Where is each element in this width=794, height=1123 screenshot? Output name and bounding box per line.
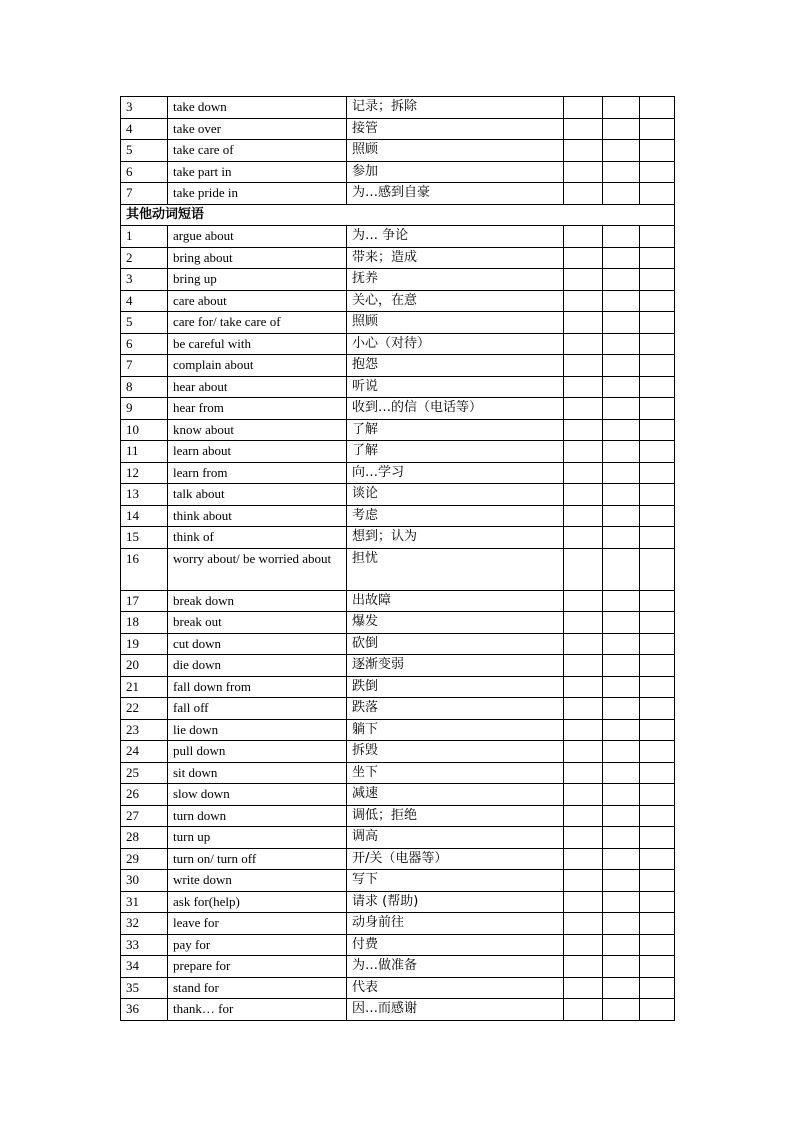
phrase-cell: sit down <box>168 762 347 784</box>
phrase-cell: know about <box>168 419 347 441</box>
check-cell-3[interactable] <box>640 805 675 827</box>
check-cell-2[interactable] <box>603 870 640 892</box>
table-row <box>121 655 675 677</box>
table-row <box>121 805 675 827</box>
table-row <box>121 161 675 183</box>
table-row <box>121 956 675 978</box>
check-cell-2[interactable] <box>603 290 640 312</box>
phrase-cell: take down <box>168 97 347 119</box>
check-cell-1[interactable] <box>564 290 603 312</box>
check-cell-3[interactable] <box>640 698 675 720</box>
meaning-cell: 了解 <box>347 441 564 463</box>
check-cell-3[interactable] <box>640 398 675 420</box>
check-cell-3[interactable] <box>640 527 675 549</box>
check-cell-2[interactable] <box>603 226 640 248</box>
phrase-cell: take pride in <box>168 183 347 205</box>
phrase-cell: lie down <box>168 719 347 741</box>
check-cell-3[interactable] <box>640 956 675 978</box>
check-cell-2[interactable] <box>603 999 640 1021</box>
row-number: 3 <box>121 269 168 291</box>
check-cell-2[interactable] <box>603 590 640 612</box>
phrase-cell: slow down <box>168 784 347 806</box>
phrase-cell: bring about <box>168 247 347 269</box>
phrase-cell: think about <box>168 505 347 527</box>
meaning-cell: 爆发 <box>347 612 564 634</box>
check-cell-3[interactable] <box>640 548 675 590</box>
check-cell-1[interactable] <box>564 590 603 612</box>
check-cell-3[interactable] <box>640 290 675 312</box>
check-cell-3[interactable] <box>640 161 675 183</box>
meaning-cell: 关心，在意 <box>347 290 564 312</box>
row-number: 13 <box>121 484 168 506</box>
check-cell-1[interactable] <box>564 462 603 484</box>
check-cell-2[interactable] <box>603 97 640 119</box>
table-row <box>121 419 675 441</box>
check-cell-1[interactable] <box>564 784 603 806</box>
meaning-cell: 调高 <box>347 827 564 849</box>
check-cell-2[interactable] <box>603 655 640 677</box>
table-row <box>121 977 675 999</box>
meaning-cell: 砍倒 <box>347 633 564 655</box>
phrase-cell: turn down <box>168 805 347 827</box>
check-cell-1[interactable] <box>564 118 603 140</box>
table-row <box>121 140 675 162</box>
check-cell-2[interactable] <box>603 891 640 913</box>
check-cell-1[interactable] <box>564 247 603 269</box>
row-number: 36 <box>121 999 168 1021</box>
check-cell-2[interactable] <box>603 548 640 590</box>
check-cell-1[interactable] <box>564 226 603 248</box>
row-number: 16 <box>121 548 168 590</box>
row-number: 23 <box>121 719 168 741</box>
check-cell-3[interactable] <box>640 870 675 892</box>
check-cell-1[interactable] <box>564 612 603 634</box>
table-row <box>121 741 675 763</box>
check-cell-2[interactable] <box>603 956 640 978</box>
meaning-cell: 动身前往 <box>347 913 564 935</box>
phrase-cell: learn about <box>168 441 347 463</box>
table-row <box>121 590 675 612</box>
check-cell-1[interactable] <box>564 805 603 827</box>
meaning-cell: 跌倒 <box>347 676 564 698</box>
row-number: 20 <box>121 655 168 677</box>
phrase-cell: write down <box>168 870 347 892</box>
table-row <box>121 891 675 913</box>
check-cell-2[interactable] <box>603 741 640 763</box>
check-cell-1[interactable] <box>564 676 603 698</box>
row-number: 5 <box>121 312 168 334</box>
check-cell-1[interactable] <box>564 527 603 549</box>
check-cell-1[interactable] <box>564 376 603 398</box>
meaning-cell: 开/关（电器等） <box>347 848 564 870</box>
check-cell-2[interactable] <box>603 612 640 634</box>
phrase-cell: turn on/ turn off <box>168 848 347 870</box>
check-cell-3[interactable] <box>640 934 675 956</box>
check-cell-3[interactable] <box>640 118 675 140</box>
phrase-cell: take over <box>168 118 347 140</box>
check-cell-2[interactable] <box>603 977 640 999</box>
check-cell-1[interactable] <box>564 398 603 420</box>
check-cell-2[interactable] <box>603 269 640 291</box>
meaning-cell: 逐渐变弱 <box>347 655 564 677</box>
meaning-cell: 想到；认为 <box>347 527 564 549</box>
check-cell-3[interactable] <box>640 827 675 849</box>
meaning-cell: 出故障 <box>347 590 564 612</box>
check-cell-3[interactable] <box>640 312 675 334</box>
check-cell-1[interactable] <box>564 505 603 527</box>
phrase-cell: learn from <box>168 462 347 484</box>
phrase-cell: complain about <box>168 355 347 377</box>
check-cell-3[interactable] <box>640 655 675 677</box>
check-cell-1[interactable] <box>564 956 603 978</box>
row-number: 31 <box>121 891 168 913</box>
check-cell-2[interactable] <box>603 376 640 398</box>
check-cell-3[interactable] <box>640 97 675 119</box>
meaning-cell: 接管 <box>347 118 564 140</box>
phrase-cell: break out <box>168 612 347 634</box>
check-cell-2[interactable] <box>603 848 640 870</box>
row-number: 32 <box>121 913 168 935</box>
check-cell-1[interactable] <box>564 999 603 1021</box>
row-number: 1 <box>121 226 168 248</box>
table-row <box>121 719 675 741</box>
table-row <box>121 934 675 956</box>
check-cell-3[interactable] <box>640 269 675 291</box>
check-cell-1[interactable] <box>564 183 603 205</box>
check-cell-2[interactable] <box>603 934 640 956</box>
table-row <box>121 441 675 463</box>
table-row <box>121 870 675 892</box>
row-number: 4 <box>121 118 168 140</box>
row-number: 24 <box>121 741 168 763</box>
meaning-cell: 谈论 <box>347 484 564 506</box>
table-row <box>121 290 675 312</box>
table-row <box>121 784 675 806</box>
meaning-cell: 参加 <box>347 161 564 183</box>
row-number: 7 <box>121 355 168 377</box>
phrase-cell: break down <box>168 590 347 612</box>
table-row <box>121 333 675 355</box>
meaning-cell: 照顾 <box>347 312 564 334</box>
check-cell-3[interactable] <box>640 977 675 999</box>
table-row <box>121 226 675 248</box>
table-row <box>121 505 675 527</box>
meaning-cell: 照顾 <box>347 140 564 162</box>
meaning-cell: 写下 <box>347 870 564 892</box>
check-cell-2[interactable] <box>603 784 640 806</box>
check-cell-1[interactable] <box>564 269 603 291</box>
check-cell-2[interactable] <box>603 633 640 655</box>
check-cell-3[interactable] <box>640 891 675 913</box>
row-number: 26 <box>121 784 168 806</box>
check-cell-1[interactable] <box>564 913 603 935</box>
phrase-cell: hear from <box>168 398 347 420</box>
row-number: 19 <box>121 633 168 655</box>
check-cell-2[interactable] <box>603 527 640 549</box>
meaning-cell: 坐下 <box>347 762 564 784</box>
table-row <box>121 848 675 870</box>
check-cell-3[interactable] <box>640 590 675 612</box>
vocabulary-table-top-rows <box>121 97 675 205</box>
section-title: 其他动词短语 <box>121 204 675 226</box>
section-header-group <box>121 204 675 226</box>
meaning-cell: 了解 <box>347 419 564 441</box>
check-cell-3[interactable] <box>640 484 675 506</box>
meaning-cell: 抱怨 <box>347 355 564 377</box>
check-cell-3[interactable] <box>640 140 675 162</box>
row-number: 17 <box>121 590 168 612</box>
table-row <box>121 676 675 698</box>
check-cell-2[interactable] <box>603 676 640 698</box>
row-number: 27 <box>121 805 168 827</box>
check-cell-1[interactable] <box>564 633 603 655</box>
row-number: 21 <box>121 676 168 698</box>
check-cell-1[interactable] <box>564 548 603 590</box>
phrase-cell: ask for(help) <box>168 891 347 913</box>
check-cell-1[interactable] <box>564 741 603 763</box>
check-cell-3[interactable] <box>640 676 675 698</box>
row-number: 35 <box>121 977 168 999</box>
meaning-cell: 代表 <box>347 977 564 999</box>
table-row <box>121 376 675 398</box>
check-cell-1[interactable] <box>564 870 603 892</box>
phrase-cell: turn up <box>168 827 347 849</box>
meaning-cell: 考虑 <box>347 505 564 527</box>
phrase-cell: bring up <box>168 269 347 291</box>
check-cell-1[interactable] <box>564 419 603 441</box>
row-number: 10 <box>121 419 168 441</box>
check-cell-1[interactable] <box>564 161 603 183</box>
table-row <box>121 462 675 484</box>
phrase-cell: fall off <box>168 698 347 720</box>
vocabulary-table <box>120 96 675 1021</box>
meaning-cell: 向…学习 <box>347 462 564 484</box>
check-cell-1[interactable] <box>564 698 603 720</box>
check-cell-3[interactable] <box>640 226 675 248</box>
table-row <box>121 548 675 590</box>
phrase-cell: hear about <box>168 376 347 398</box>
check-cell-3[interactable] <box>640 419 675 441</box>
check-cell-2[interactable] <box>603 140 640 162</box>
row-number: 28 <box>121 827 168 849</box>
check-cell-3[interactable] <box>640 333 675 355</box>
vocabulary-table-bottom-rows <box>121 226 675 1021</box>
row-number: 9 <box>121 398 168 420</box>
meaning-cell: 为…做准备 <box>347 956 564 978</box>
check-cell-3[interactable] <box>640 913 675 935</box>
phrase-cell: die down <box>168 655 347 677</box>
check-cell-1[interactable] <box>564 762 603 784</box>
check-cell-1[interactable] <box>564 97 603 119</box>
check-cell-2[interactable] <box>603 183 640 205</box>
meaning-cell: 跌落 <box>347 698 564 720</box>
phrase-cell: worry about/ be worried about <box>168 548 347 590</box>
check-cell-1[interactable] <box>564 977 603 999</box>
check-cell-1[interactable] <box>564 140 603 162</box>
phrase-cell: talk about <box>168 484 347 506</box>
check-cell-1[interactable] <box>564 719 603 741</box>
check-cell-1[interactable] <box>564 484 603 506</box>
meaning-cell: 担忧 <box>347 548 564 590</box>
table-row <box>121 762 675 784</box>
meaning-cell: 小心（对待） <box>347 333 564 355</box>
check-cell-3[interactable] <box>640 355 675 377</box>
row-number: 22 <box>121 698 168 720</box>
check-cell-3[interactable] <box>640 462 675 484</box>
table-row <box>121 633 675 655</box>
row-number: 18 <box>121 612 168 634</box>
check-cell-2[interactable] <box>603 719 640 741</box>
meaning-cell: 听说 <box>347 376 564 398</box>
check-cell-3[interactable] <box>640 719 675 741</box>
check-cell-2[interactable] <box>603 805 640 827</box>
meaning-cell: 请求 (帮助) <box>347 891 564 913</box>
check-cell-3[interactable] <box>640 376 675 398</box>
row-number: 33 <box>121 934 168 956</box>
phrase-cell: stand for <box>168 977 347 999</box>
check-cell-1[interactable] <box>564 848 603 870</box>
check-cell-3[interactable] <box>640 612 675 634</box>
row-number: 11 <box>121 441 168 463</box>
row-number: 29 <box>121 848 168 870</box>
check-cell-3[interactable] <box>640 183 675 205</box>
table-row <box>121 97 675 119</box>
check-cell-3[interactable] <box>640 247 675 269</box>
meaning-cell: 带来；造成 <box>347 247 564 269</box>
phrase-cell: prepare for <box>168 956 347 978</box>
table-row <box>121 913 675 935</box>
row-number: 25 <box>121 762 168 784</box>
check-cell-2[interactable] <box>603 484 640 506</box>
check-cell-2[interactable] <box>603 698 640 720</box>
row-number: 6 <box>121 161 168 183</box>
meaning-cell: 收到…的信（电话等） <box>347 398 564 420</box>
meaning-cell: 调低；拒绝 <box>347 805 564 827</box>
phrase-cell: fall down from <box>168 676 347 698</box>
row-number: 7 <box>121 183 168 205</box>
check-cell-3[interactable] <box>640 441 675 463</box>
row-number: 34 <box>121 956 168 978</box>
row-number: 8 <box>121 376 168 398</box>
meaning-cell: 因…而感谢 <box>347 999 564 1021</box>
table-row <box>121 698 675 720</box>
table-row <box>121 827 675 849</box>
check-cell-3[interactable] <box>640 633 675 655</box>
check-cell-2[interactable] <box>603 398 640 420</box>
check-cell-1[interactable] <box>564 355 603 377</box>
check-cell-2[interactable] <box>603 333 640 355</box>
check-cell-2[interactable] <box>603 419 640 441</box>
check-cell-2[interactable] <box>603 118 640 140</box>
meaning-cell: 抚养 <box>347 269 564 291</box>
table-row <box>121 999 675 1021</box>
document-page <box>120 96 674 1021</box>
check-cell-2[interactable] <box>603 247 640 269</box>
check-cell-3[interactable] <box>640 741 675 763</box>
table-row <box>121 398 675 420</box>
table-row <box>121 247 675 269</box>
phrase-cell: be careful with <box>168 333 347 355</box>
row-number: 4 <box>121 290 168 312</box>
table-row <box>121 312 675 334</box>
check-cell-1[interactable] <box>564 934 603 956</box>
check-cell-2[interactable] <box>603 441 640 463</box>
row-number: 14 <box>121 505 168 527</box>
check-cell-3[interactable] <box>640 784 675 806</box>
check-cell-1[interactable] <box>564 891 603 913</box>
phrase-cell: argue about <box>168 226 347 248</box>
check-cell-2[interactable] <box>603 762 640 784</box>
check-cell-3[interactable] <box>640 848 675 870</box>
table-row <box>121 355 675 377</box>
check-cell-3[interactable] <box>640 999 675 1021</box>
check-cell-2[interactable] <box>603 312 640 334</box>
check-cell-3[interactable] <box>640 505 675 527</box>
check-cell-1[interactable] <box>564 333 603 355</box>
check-cell-1[interactable] <box>564 312 603 334</box>
table-row <box>121 118 675 140</box>
row-number: 5 <box>121 140 168 162</box>
row-number: 15 <box>121 527 168 549</box>
check-cell-2[interactable] <box>603 505 640 527</box>
table-row <box>121 527 675 549</box>
check-cell-1[interactable] <box>564 441 603 463</box>
section-header-row <box>121 204 675 226</box>
table-row <box>121 612 675 634</box>
phrase-cell: take part in <box>168 161 347 183</box>
meaning-cell: 为…感到自豪 <box>347 183 564 205</box>
phrase-cell: leave for <box>168 913 347 935</box>
row-number: 12 <box>121 462 168 484</box>
phrase-cell: pay for <box>168 934 347 956</box>
check-cell-1[interactable] <box>564 655 603 677</box>
meaning-cell: 为… 争论 <box>347 226 564 248</box>
table-row <box>121 269 675 291</box>
check-cell-2[interactable] <box>603 462 640 484</box>
phrase-cell: cut down <box>168 633 347 655</box>
row-number: 2 <box>121 247 168 269</box>
phrase-cell: care about <box>168 290 347 312</box>
row-number: 30 <box>121 870 168 892</box>
check-cell-2[interactable] <box>603 827 640 849</box>
check-cell-1[interactable] <box>564 827 603 849</box>
meaning-cell: 付费 <box>347 934 564 956</box>
phrase-cell: care for/ take care of <box>168 312 347 334</box>
row-number: 6 <box>121 333 168 355</box>
phrase-cell: thank… for <box>168 999 347 1021</box>
check-cell-2[interactable] <box>603 161 640 183</box>
table-row <box>121 183 675 205</box>
table-row <box>121 484 675 506</box>
phrase-cell: think of <box>168 527 347 549</box>
meaning-cell: 减速 <box>347 784 564 806</box>
phrase-cell: pull down <box>168 741 347 763</box>
meaning-cell: 记录；拆除 <box>347 97 564 119</box>
check-cell-2[interactable] <box>603 355 640 377</box>
check-cell-3[interactable] <box>640 762 675 784</box>
row-number: 3 <box>121 97 168 119</box>
meaning-cell: 躺下 <box>347 719 564 741</box>
phrase-cell: take care of <box>168 140 347 162</box>
check-cell-2[interactable] <box>603 913 640 935</box>
meaning-cell: 拆毁 <box>347 741 564 763</box>
